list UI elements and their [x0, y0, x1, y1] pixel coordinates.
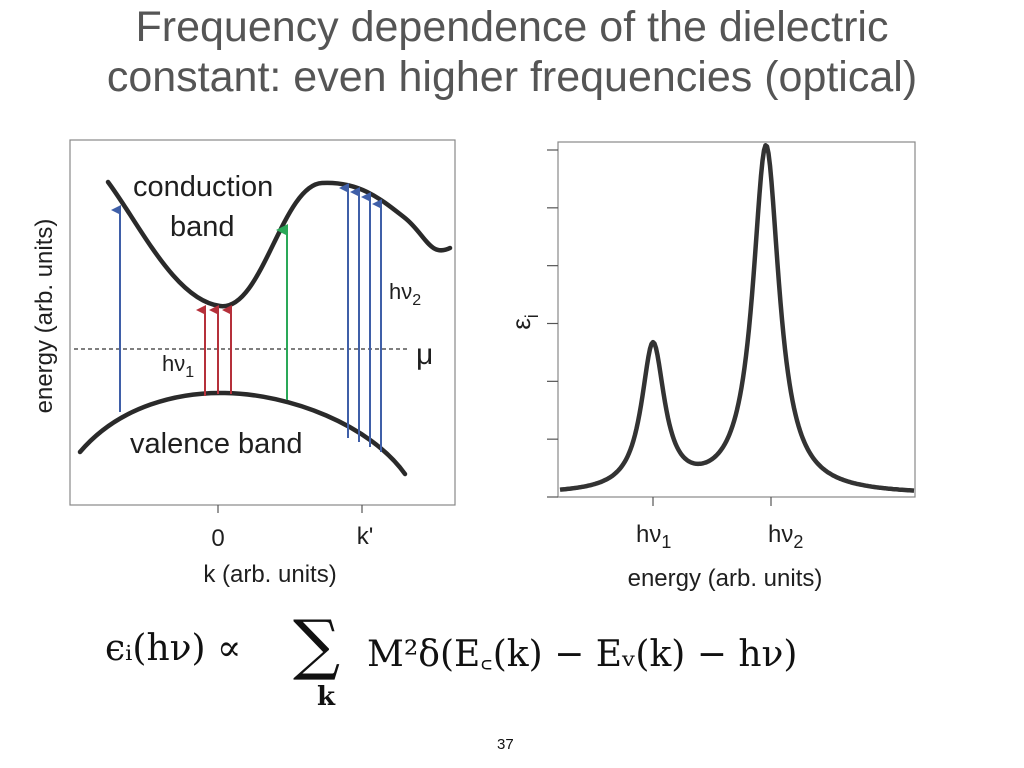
page-number: 37	[497, 736, 514, 753]
formula-sum-subscript: k	[317, 682, 336, 712]
band-diagram-xlabel: k (arb. units)	[203, 561, 337, 588]
mu-label: μ	[416, 338, 434, 371]
tick-label-hv1: $h\nu_1$	[636, 521, 672, 552]
absorption-chart	[506, 142, 915, 592]
hv1-label: $h\nu_1$	[162, 351, 195, 381]
conduction-label-line2: band	[170, 211, 235, 243]
valence-label: valence band	[130, 428, 303, 460]
dielectric-formula	[105, 606, 925, 720]
absorption-chart-xlabel: energy (arb. units)	[627, 565, 823, 592]
band-diagram-ylabel: energy (arb. units)	[31, 218, 58, 414]
absorption-chart-ylabel: $\varepsilon_i$	[506, 314, 542, 330]
formula-rhs: M²δ(E꜀(k) − Eᵥ(k) − hν)	[367, 634, 798, 675]
formula-lhs: ϵᵢ(hν) ∝	[105, 628, 242, 669]
tick-label-hv2: $h\nu_2$	[768, 521, 804, 552]
conduction-label-line1: conduction	[133, 171, 274, 203]
title-line-1: Frequency dependence of the dielectric	[135, 3, 889, 51]
absorption-curve	[560, 145, 914, 490]
title-line-2: constant: even higher frequencies (optical)	[106, 53, 918, 101]
absorption-chart-frame	[558, 142, 915, 497]
formula-sum-symbol: ∑	[293, 606, 341, 683]
tick-label-0: 0	[211, 525, 225, 552]
tick-label-kprime: k'	[356, 523, 374, 550]
y-axis-ticks	[547, 150, 558, 497]
hv2-label: $h\nu_2$	[389, 279, 422, 309]
band-diagram	[31, 140, 455, 588]
